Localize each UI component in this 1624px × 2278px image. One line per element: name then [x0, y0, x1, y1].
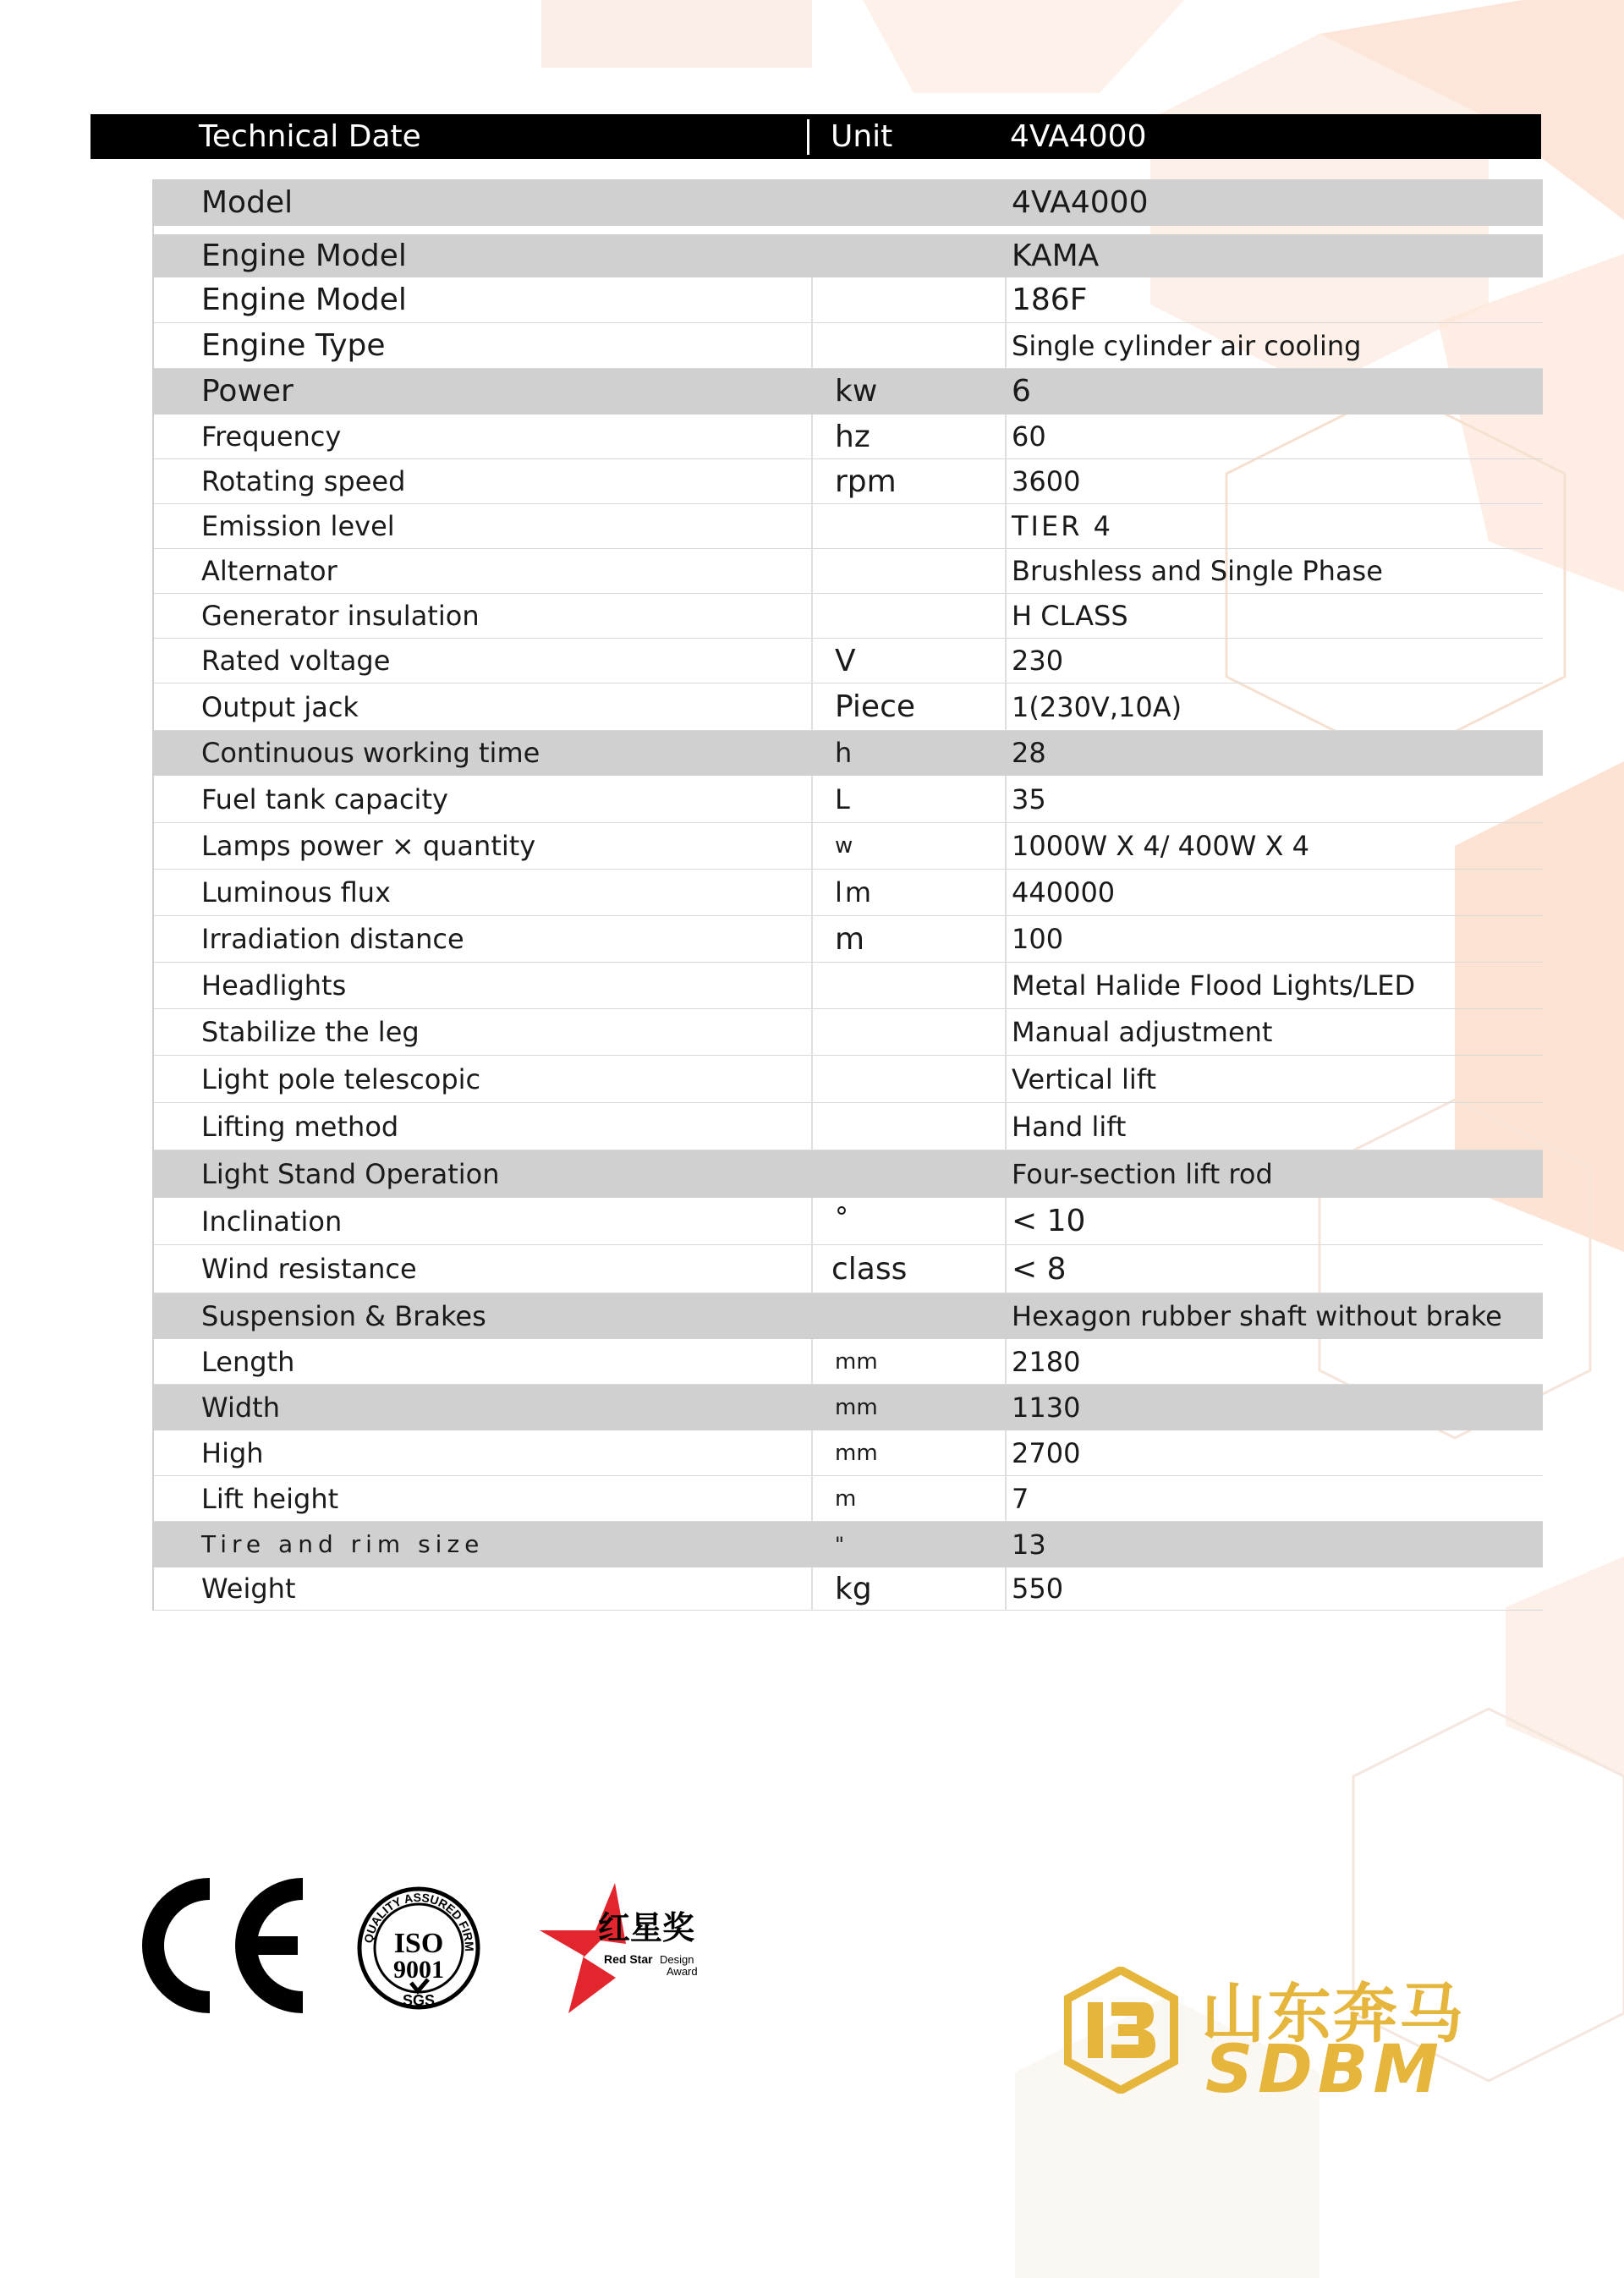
row-unit: hz — [811, 414, 1005, 458]
row-label: Luminous flux — [201, 876, 391, 908]
table-row — [154, 1103, 1543, 1150]
table-row — [154, 916, 1543, 963]
row-unit — [811, 323, 1005, 368]
row-label: Lamps power × quantity — [201, 830, 536, 862]
row-value: 1(230V,10A) — [1005, 683, 1543, 730]
row-label: Rotating speed — [201, 465, 406, 497]
row-value: 230 — [1005, 639, 1543, 683]
row-label: Tire and rim size — [201, 1530, 485, 1558]
row-unit — [811, 1293, 1005, 1338]
table-row — [154, 1198, 1543, 1245]
row-value: 7 — [1005, 1476, 1543, 1521]
red-star-chinese: 红星奖 — [598, 1909, 695, 1946]
row-unit — [811, 504, 1005, 548]
iso-seal-number: 9001 — [393, 1956, 444, 1984]
table-row — [154, 277, 1543, 323]
row-value: Brushless and Single Phase — [1005, 549, 1543, 593]
row-unit: lm — [811, 870, 1005, 915]
row-label: Width — [201, 1391, 280, 1424]
row-value: 35 — [1005, 776, 1543, 822]
row-unit — [811, 179, 1005, 225]
row-label: Continuous working time — [201, 737, 540, 769]
table-row — [154, 234, 1543, 277]
row-value: 1000W X 4/ 400W X 4 — [1005, 823, 1543, 869]
header-unit-label: Unit — [831, 119, 893, 154]
row-label: Inclination — [201, 1205, 343, 1238]
table-row — [154, 323, 1543, 369]
row-value: 550 — [1005, 1567, 1543, 1610]
row-unit — [811, 234, 1005, 277]
row-label: Output jack — [201, 690, 359, 723]
row-value: 1130 — [1012, 1391, 1081, 1424]
row-unit: kw — [835, 374, 878, 409]
row-unit: mm — [811, 1339, 1005, 1384]
table-row — [154, 1430, 1543, 1476]
ce-mark-logo — [135, 1874, 313, 2017]
header-technical-label: Technical Date — [199, 119, 421, 154]
table-row — [154, 369, 1543, 414]
row-label: Engine Model — [201, 283, 407, 317]
row-value: < 10 — [1005, 1198, 1543, 1244]
row-label: Engine Type — [201, 328, 386, 363]
row-value: Hexagon rubber shaft without brake — [1012, 1299, 1502, 1332]
row-unit — [811, 1103, 1005, 1150]
brand-chinese-name: 山东奔马 — [1201, 1976, 1465, 2051]
row-unit — [811, 1056, 1005, 1102]
row-unit: class — [811, 1245, 1005, 1293]
table-row — [154, 1522, 1543, 1567]
row-label: Light Stand Operation — [201, 1157, 500, 1190]
row-value: H CLASS — [1005, 594, 1543, 638]
sdbm-hexagon-logo-icon — [1064, 1967, 1178, 2094]
row-value: 3600 — [1005, 459, 1543, 503]
row-label: Wind resistance — [201, 1253, 417, 1285]
table-row — [154, 731, 1543, 776]
row-label: Length — [201, 1345, 295, 1378]
table-row — [154, 1339, 1543, 1385]
row-unit — [811, 549, 1005, 593]
red-star-english-2: Design — [660, 1953, 694, 1966]
spec-table — [152, 179, 1543, 1611]
row-label: Generator insulation — [201, 600, 480, 632]
row-value: 6 — [1012, 374, 1031, 409]
table-row — [154, 639, 1543, 683]
row-label: Suspension & Brakes — [201, 1299, 486, 1332]
row-unit: w — [811, 823, 1005, 869]
row-label: Engine Model — [201, 238, 407, 273]
row-unit — [811, 1150, 1005, 1197]
iso-seal-arc-text: QUALITY ASSURED FIRM — [361, 1890, 477, 1952]
table-row — [154, 1056, 1543, 1103]
row-value: 440000 — [1005, 870, 1543, 915]
row-label: Fuel tank capacity — [201, 782, 448, 815]
red-star-english-3: Award — [667, 1965, 698, 1978]
iso-seal-main: ISO — [393, 1928, 444, 1959]
table-row — [154, 549, 1543, 594]
row-unit: rpm — [811, 459, 1005, 503]
row-unit: kg — [811, 1567, 1005, 1610]
table-row — [154, 823, 1543, 870]
row-unit: mm — [835, 1394, 878, 1420]
row-value: TIER 4 — [1005, 504, 1543, 548]
row-unit — [811, 277, 1005, 322]
red-star-english-1: Red Star — [604, 1952, 653, 1966]
row-label: Headlights — [201, 969, 347, 1002]
row-value: 2180 — [1005, 1339, 1543, 1384]
brand-english-name: SDBM — [1205, 2032, 1444, 2108]
row-unit: h — [835, 737, 853, 769]
row-value: 100 — [1005, 916, 1543, 962]
row-label: Stabilize the leg — [201, 1016, 420, 1048]
table-row — [154, 1293, 1543, 1339]
row-unit: mm — [811, 1430, 1005, 1475]
table-row — [154, 776, 1543, 823]
row-label: Lifting method — [201, 1110, 399, 1143]
row-label: Light pole telescopic — [201, 1062, 481, 1095]
row-value: 2700 — [1005, 1430, 1543, 1475]
row-label: Power — [201, 374, 294, 409]
table-row — [154, 504, 1543, 549]
header-model-label: 4VA4000 — [1010, 119, 1147, 154]
table-row — [154, 1385, 1543, 1430]
header-divider — [807, 119, 809, 155]
row-value: KAMA — [1012, 238, 1100, 273]
table-row — [154, 870, 1543, 916]
row-unit: m — [811, 1476, 1005, 1521]
row-unit: ° — [811, 1198, 1005, 1244]
row-value: 186F — [1005, 277, 1543, 322]
row-value: 60 — [1005, 414, 1543, 458]
row-value: Four-section lift rod — [1012, 1157, 1273, 1190]
table-row — [154, 1476, 1543, 1522]
row-unit — [811, 594, 1005, 638]
row-unit: L — [811, 776, 1005, 822]
table-header — [91, 114, 1541, 159]
table-row — [154, 414, 1543, 459]
row-value: 4VA4000 — [1012, 184, 1149, 220]
table-row — [154, 459, 1543, 504]
row-value: 28 — [1012, 737, 1046, 769]
row-unit: V — [811, 639, 1005, 683]
row-label: Frequency — [201, 420, 342, 453]
row-label: Weight — [201, 1573, 296, 1605]
table-row — [154, 683, 1543, 731]
row-value: Vertical lift — [1005, 1056, 1543, 1102]
table-row — [154, 179, 1543, 226]
row-value: 13 — [1012, 1528, 1046, 1561]
row-label: Irradiation distance — [201, 923, 464, 955]
row-unit: m — [811, 916, 1005, 962]
row-label: Model — [201, 184, 294, 220]
row-unit — [811, 963, 1005, 1008]
row-label: Rated voltage — [201, 645, 391, 677]
row-unit — [811, 1009, 1005, 1055]
red-star-award-logo — [535, 1878, 716, 2017]
row-value: Manual adjustment — [1005, 1009, 1543, 1055]
table-row — [154, 1567, 1543, 1611]
table-row — [154, 1009, 1543, 1056]
row-value: < 8 — [1005, 1245, 1543, 1293]
row-value: Hand lift — [1005, 1103, 1543, 1150]
row-label: Alternator — [201, 555, 337, 587]
iso-seal-sgs: SGS — [402, 1992, 436, 2009]
table-row — [154, 594, 1543, 639]
row-unit: " — [835, 1532, 845, 1556]
table-row — [154, 1245, 1543, 1293]
row-label: High — [201, 1436, 264, 1469]
row-unit: Piece — [811, 683, 1005, 730]
row-label: Lift height — [201, 1482, 339, 1515]
table-row — [154, 1150, 1543, 1198]
row-label: Emission level — [201, 510, 395, 542]
table-row — [154, 963, 1543, 1009]
iso-9001-seal-logo — [355, 1885, 482, 2012]
row-value: Single cylinder air cooling — [1005, 323, 1543, 368]
row-value: Metal Halide Flood Lights/LED — [1005, 963, 1543, 1008]
